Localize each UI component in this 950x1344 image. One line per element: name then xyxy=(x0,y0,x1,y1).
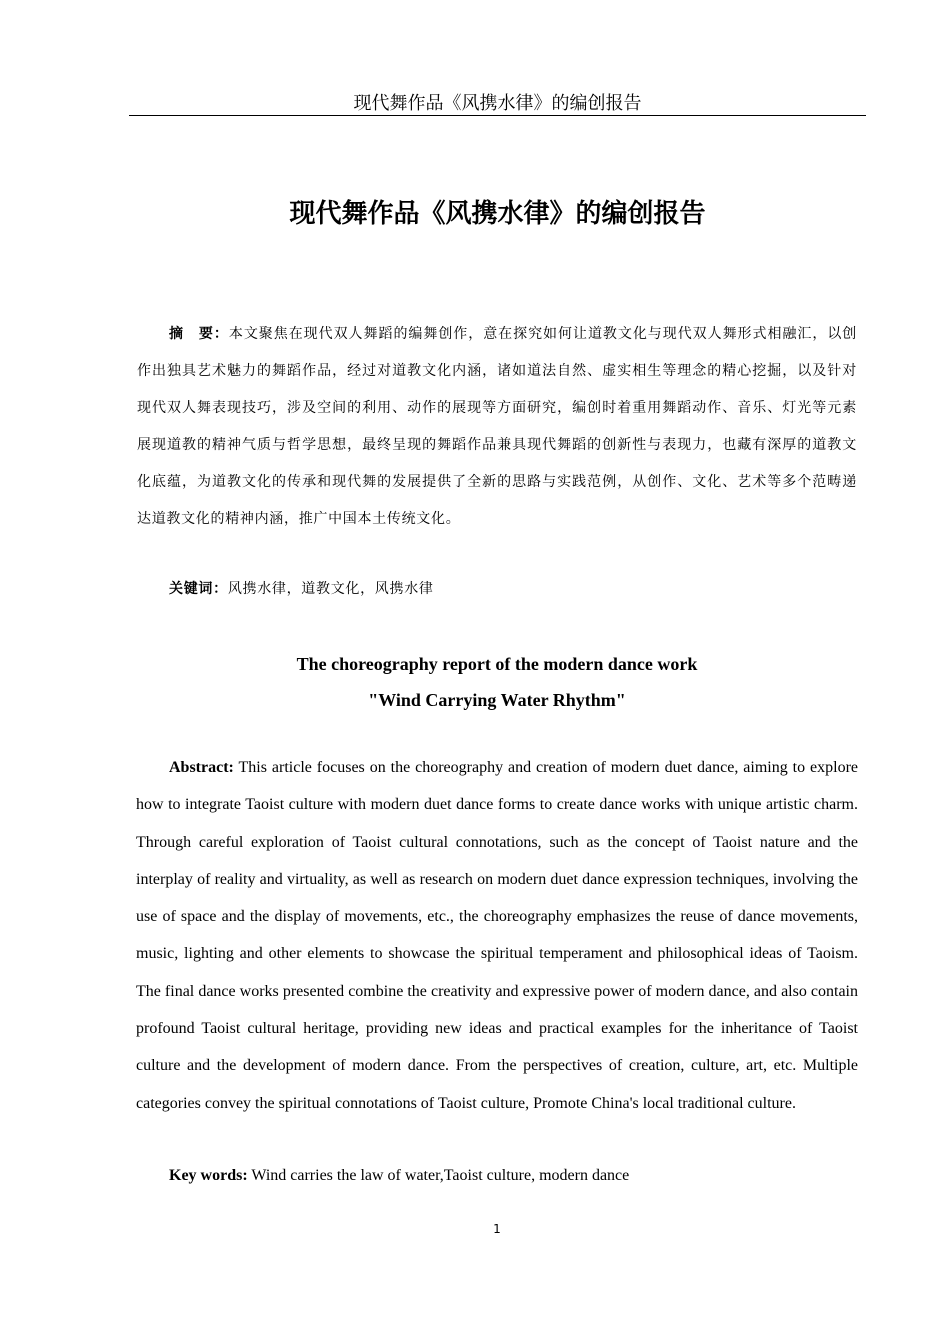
abstract-en-text: This article focuses on the choreography and creation of modern duet dance, aiming to explore how to integrate Taoist culture with modern duet dance forms to create dance works with unique artistic charm. Through careful exploration of Taoist cultural connotations, such as the concept of Taoist nature and the interplay of reality and virtuality, as well as research on modern duet dance expression techniques, involving the use of space and the display of movements, etc., the choreography emphasizes the reuse of dance movements, music, lighting and other elements to showcase the spiritual temperament and philosophical ideas of Taoism. The final dance works presented combine the creativity and expressive power of modern dance, and also contain profound Taoist cultural heritage, providing new ideas and practical examples for the inheritance of Taoist culture and the development of modern dance. From the perspectives of creation, culture, art, etc. Multiple categories convey the spiritual connotations of Taoist culture, Promote China's local traditional culture. xyxy=(136,759,858,1112)
keywords-en-label: Key words: xyxy=(169,1167,248,1184)
keywords-en xyxy=(169,1161,859,1191)
english-title-line-1: The choreography report of the modern dance work xyxy=(296,654,698,674)
abstract-en-label: Abstract: xyxy=(169,759,234,776)
keywords-zh-text: 风携水律，道教文化，风携水律 xyxy=(227,581,434,597)
abstract-zh-text: 本文聚焦在现代双人舞蹈的编舞创作，意在探究如何让道教文化与现代双人舞形式相融汇，以创作出独具艺术魅力的舞蹈作品，经过对道教文化内涵，诸如道法自然、虚实相生等理念的精心挖掘，以及针对现代双人舞表现技巧，涉及空间的利用、动作的展现等方面研究，编创时着重用舞蹈动作、音乐、灯光等元素展现道教的精神气质与哲学思想，最终呈现的舞蹈作品兼具现代舞蹈的创新性与表现力，也藏有深厚的道教文化底蕴，为道教文化的传承和现代舞的发展提供了全新的思路与实践范例，从创作、文化、艺术等多个范畴递达道教文化的精神内涵，推广中国本土传统文化。 xyxy=(137,326,857,527)
english-title xyxy=(137,646,857,718)
page-title: 现代舞作品《风携水律》的编创报告 xyxy=(289,199,706,229)
keywords-en-text: Wind carries the law of water,Taoist culture, modern dance xyxy=(247,1167,630,1184)
abstract-zh xyxy=(137,316,857,538)
header-rule xyxy=(129,115,866,116)
keywords-zh xyxy=(169,574,859,604)
english-title-line-2: "Wind Carrying Water Rhythm" xyxy=(368,690,626,710)
abstract-en xyxy=(136,749,858,1122)
abstract-zh-label: 摘 要： xyxy=(169,326,229,342)
keywords-zh-label: 关键词： xyxy=(169,581,228,597)
page-number: 1 xyxy=(493,1222,501,1236)
running-header: 现代舞作品《风携水律》的编创报告 xyxy=(353,93,642,114)
